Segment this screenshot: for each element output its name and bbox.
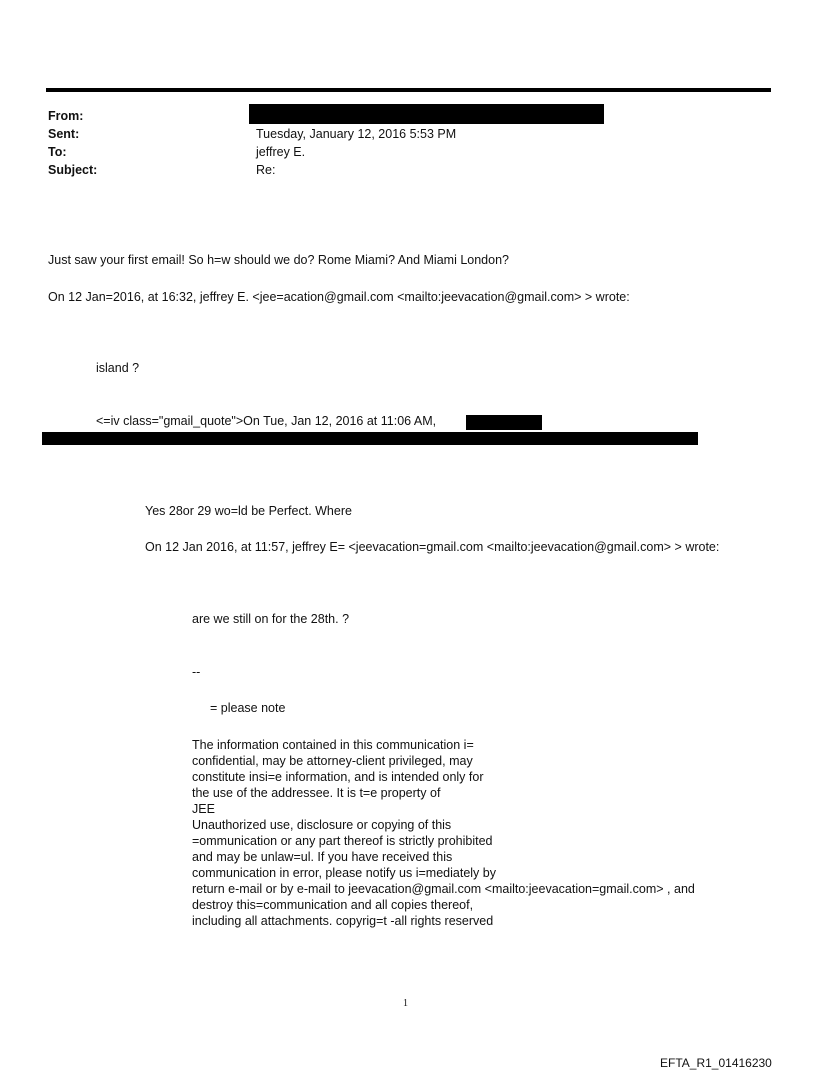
redaction-sender bbox=[466, 415, 542, 430]
disclaimer-line: JEE bbox=[192, 802, 215, 816]
disclaimer-line: constitute insi=e information, and is intended only for bbox=[192, 770, 484, 784]
quote-2-intro: On 12 Jan 2016, at 11:57, jeffrey E= <jeevacation=gmail.com <mailto:jeevacation@gmail.com> > wrote: bbox=[145, 540, 720, 554]
please-note-line: = please note bbox=[210, 701, 286, 715]
disclaimer-line: including all attachments. copyrig=t -all rights reserved bbox=[192, 914, 494, 928]
redaction-from bbox=[249, 104, 604, 124]
sent-label: Sent: bbox=[48, 127, 80, 141]
island-line: island ? bbox=[96, 361, 140, 375]
subject-value: Re: bbox=[256, 163, 276, 177]
disclaimer-line: The information contained in this communication i= bbox=[192, 738, 474, 752]
from-label: From: bbox=[48, 109, 84, 123]
disclaimer-block bbox=[192, 737, 695, 929]
bates-number: EFTA_R1_01416230 bbox=[660, 1056, 772, 1070]
disclaimer-line: and may be unlaw=ul. If you have received this bbox=[192, 850, 453, 864]
signature-dashes: -- bbox=[192, 665, 201, 679]
to-value: jeffrey E. bbox=[256, 145, 306, 159]
disclaimer-line: destroy this=communication and all copies thereof, bbox=[192, 898, 474, 912]
disclaimer-line: confidential, may be attorney-client privileged, may bbox=[192, 754, 473, 768]
header-rule bbox=[46, 88, 771, 92]
disclaimer-line: the use of the addressee. It is t=e property of bbox=[192, 786, 441, 800]
redaction-line bbox=[42, 432, 698, 445]
page-number: 1 bbox=[403, 998, 408, 1009]
yes-line: Yes 28or 29 wo=ld be Perfect. Where bbox=[145, 504, 352, 518]
disclaimer-line: Unauthorized use, disclosure or copying of this bbox=[192, 818, 452, 832]
subject-label: Subject: bbox=[48, 163, 98, 177]
still-on-line: are we still on for the 28th. ? bbox=[192, 612, 350, 626]
disclaimer-line: communication in error, please notify us i=mediately by bbox=[192, 866, 496, 880]
sent-value: Tuesday, January 12, 2016 5:53 PM bbox=[256, 127, 457, 141]
body-line-1: Just saw your first email! So h=w should we do? Rome Miami? And Miami London? bbox=[48, 253, 509, 267]
gmail-quote-line: <=iv class="gmail_quote">On Tue, Jan 12, 2016 at 11:06 AM, bbox=[96, 414, 437, 428]
to-label: To: bbox=[48, 145, 67, 159]
disclaimer-line: =ommunication or any part thereof is strictly prohibited bbox=[192, 834, 493, 848]
quote-1-intro: On 12 Jan=2016, at 16:32, jeffrey E. <jee=acation@gmail.com <mailto:jeevacation@gmail.com> > wrote: bbox=[48, 290, 630, 304]
disclaimer-line: return e-mail or by e-mail to jeevacation@gmail.com <mailto:jeevacation=gmail.com> , and bbox=[192, 882, 695, 896]
